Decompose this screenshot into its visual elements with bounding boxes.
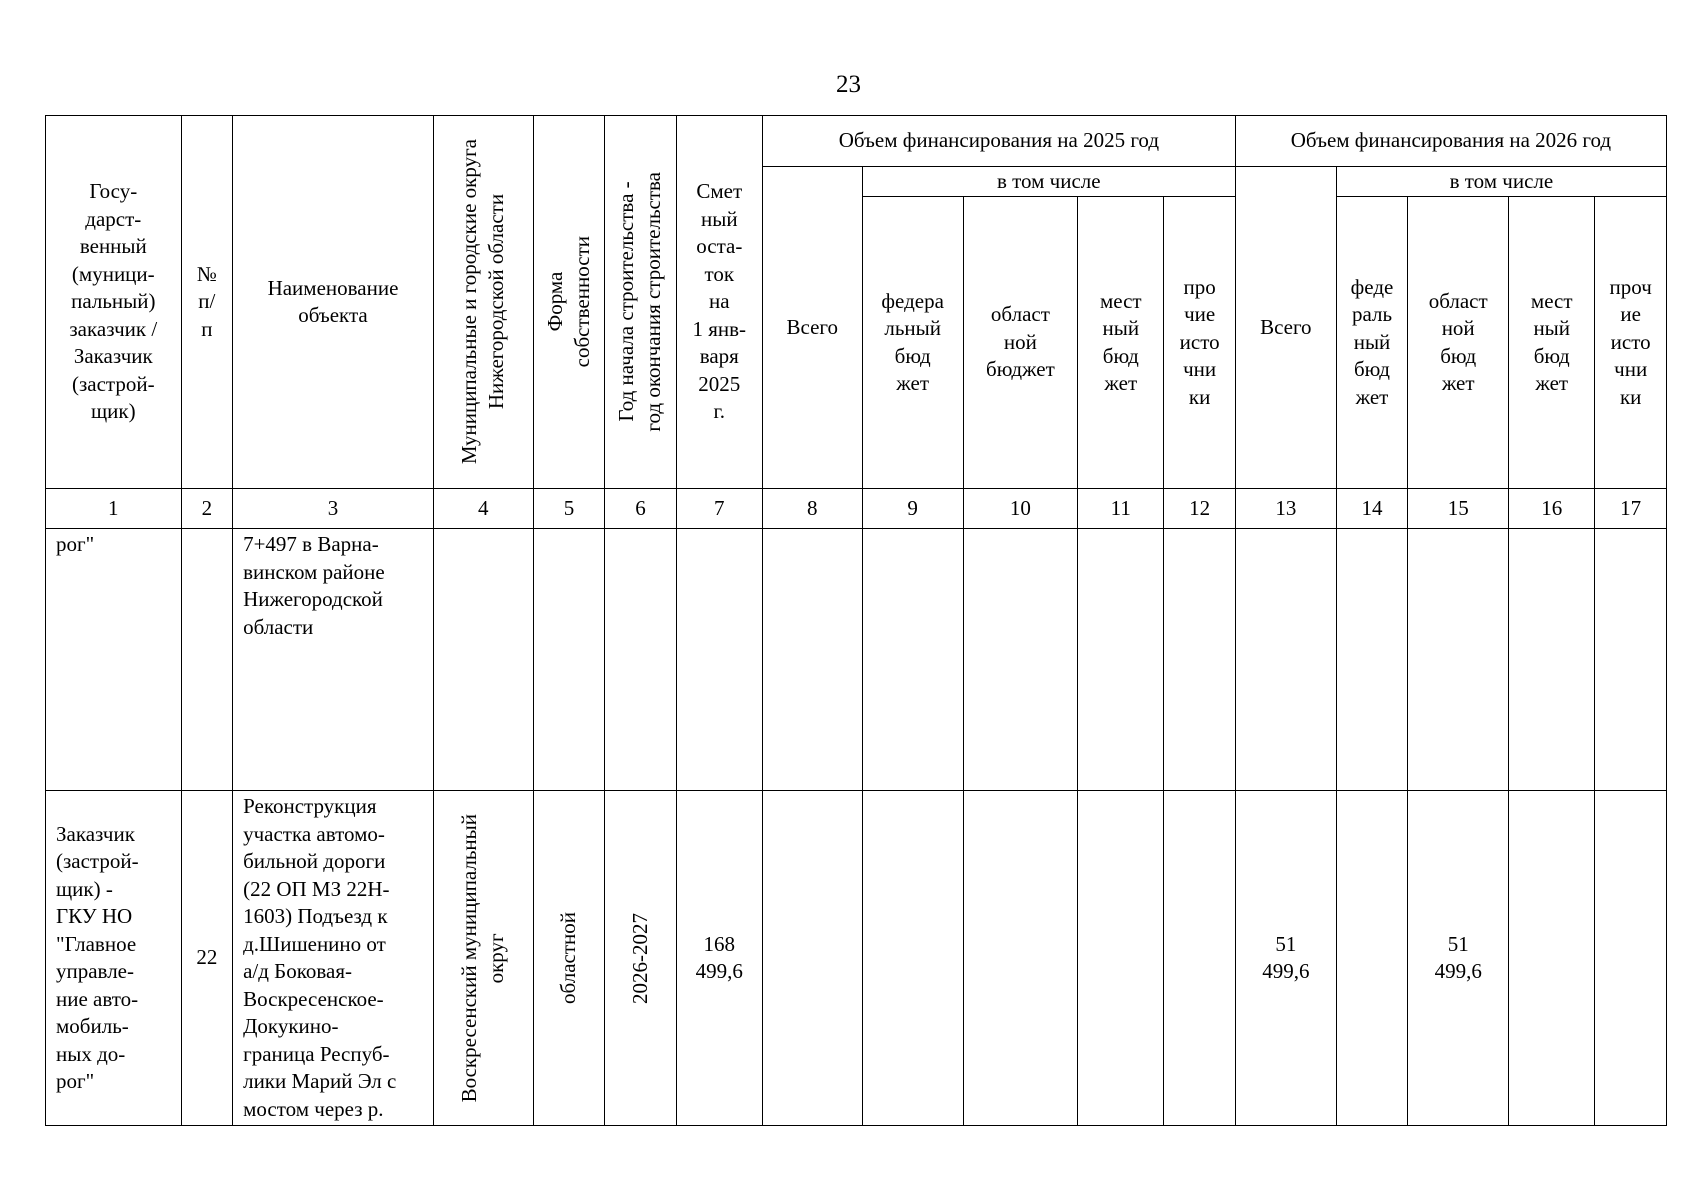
column-number: 8 <box>762 489 862 529</box>
row-number: 22 <box>181 791 233 1126</box>
row-years <box>605 791 676 1126</box>
row-cell <box>862 529 963 791</box>
row-customer: рог" <box>46 529 182 791</box>
header-funding-2025: Объем финансирования на 2025 год <box>762 116 1235 167</box>
column-number: 2 <box>181 489 233 529</box>
header-federal-2025: федера льный бюд жет <box>862 197 963 489</box>
column-number: 9 <box>862 489 963 529</box>
row-regional-2026: 51 499,6 <box>1408 791 1509 1126</box>
row-cell <box>1408 529 1509 791</box>
header-federal-2026: феде раль ный бюд жет <box>1336 197 1407 489</box>
row-object-name: 7+497 в Варна- винском районе Нижегородской области <box>233 529 434 791</box>
page-number: 23 <box>836 71 861 98</box>
header-row-number: № п/ п <box>181 116 233 489</box>
column-number: 4 <box>433 489 533 529</box>
row-cell <box>605 529 676 791</box>
header-municipality-label: Муниципальные и городские округа Нижегородской области <box>457 139 509 465</box>
row-cell <box>1336 791 1407 1126</box>
row-cell <box>1164 791 1235 1126</box>
header-funding-2026: Объем финансирования на 2026 год <box>1235 116 1666 167</box>
header-including-2026: в том числе <box>1336 167 1666 197</box>
row-cell <box>1078 791 1164 1126</box>
row-cell <box>762 529 862 791</box>
row-object-name: Реконструкция участка автомо- бильной дороги (22 ОП МЗ 22Н- 1603) Подъезд к д.Шишенино от а/д Боковая- Воскресенское- Докукино- граница Респуб- лики Марий Эл с мостом через р. <box>233 791 434 1126</box>
row-cell <box>1164 529 1235 791</box>
header-other-2026: проч ие исто чни ки <box>1595 197 1667 489</box>
header-regional-2026: област ной бюд жет <box>1408 197 1509 489</box>
column-number: 11 <box>1078 489 1164 529</box>
column-number: 3 <box>233 489 434 529</box>
header-other-2025: про чие исто чни ки <box>1164 197 1235 489</box>
row-cell <box>1336 529 1407 791</box>
column-number-row <box>46 489 1667 529</box>
header-customer: Госу- дарст- венный (муници- пальный) заказчик / Заказчик (застрой- щик) <box>46 116 182 489</box>
header-years <box>605 116 676 489</box>
header-ownership-label: Форма собственности <box>542 236 594 368</box>
row-cell <box>1595 529 1667 791</box>
header-municipality <box>433 116 533 489</box>
row-cell <box>1509 791 1595 1126</box>
header-object-name: Наименование объекта <box>233 116 434 489</box>
column-number: 16 <box>1509 489 1595 529</box>
row-cell <box>1078 529 1164 791</box>
row-municipality <box>433 791 533 1126</box>
row-cell <box>1595 791 1667 1126</box>
row-years-label: 2026-2027 <box>627 912 652 1004</box>
row-estimated-balance: 168 499,6 <box>676 791 762 1126</box>
table-row <box>46 791 1667 1126</box>
column-number: 12 <box>1164 489 1235 529</box>
header-total-2026: Всего <box>1235 167 1336 489</box>
column-number: 6 <box>605 489 676 529</box>
row-number <box>181 529 233 791</box>
table-row <box>46 529 1667 791</box>
header-total-2025: Всего <box>762 167 862 489</box>
column-number: 14 <box>1336 489 1407 529</box>
column-number: 17 <box>1595 489 1667 529</box>
column-number: 5 <box>533 489 604 529</box>
row-cell <box>963 529 1078 791</box>
row-customer: Заказчик (застрой- щик) - ГКУ НО "Главное управле- ние авто- мобиль- ных до- рог" <box>46 791 182 1126</box>
row-cell <box>1509 529 1595 791</box>
header-local-2026: мест ный бюд жет <box>1509 197 1595 489</box>
header-ownership <box>533 116 604 489</box>
column-number: 13 <box>1235 489 1336 529</box>
row-cell <box>862 791 963 1126</box>
row-ownership <box>533 791 604 1126</box>
header-including-2025: в том числе <box>862 167 1235 197</box>
row-cell <box>1235 529 1336 791</box>
row-ownership-label: областной <box>556 912 581 1004</box>
column-number: 15 <box>1408 489 1509 529</box>
row-cell <box>762 791 862 1126</box>
row-cell <box>433 529 533 791</box>
header-local-2025: мест ный бюд жет <box>1078 197 1164 489</box>
row-cell <box>963 791 1078 1126</box>
row-municipality-label: Воскресенский муниципальный округ <box>457 813 509 1103</box>
column-number: 7 <box>676 489 762 529</box>
column-number: 1 <box>46 489 182 529</box>
header-estimated-balance: Смет ный оста- ток на 1 янв- варя 2025 г. <box>676 116 762 489</box>
row-total-2026: 51 499,6 <box>1235 791 1336 1126</box>
row-cell <box>676 529 762 791</box>
capital-construction-table <box>45 115 1667 1126</box>
row-cell <box>533 529 604 791</box>
header-years-label: Год начала строительства - год окончания строительства <box>614 172 666 432</box>
column-number: 10 <box>963 489 1078 529</box>
header-regional-2025: област ной бюджет <box>963 197 1078 489</box>
